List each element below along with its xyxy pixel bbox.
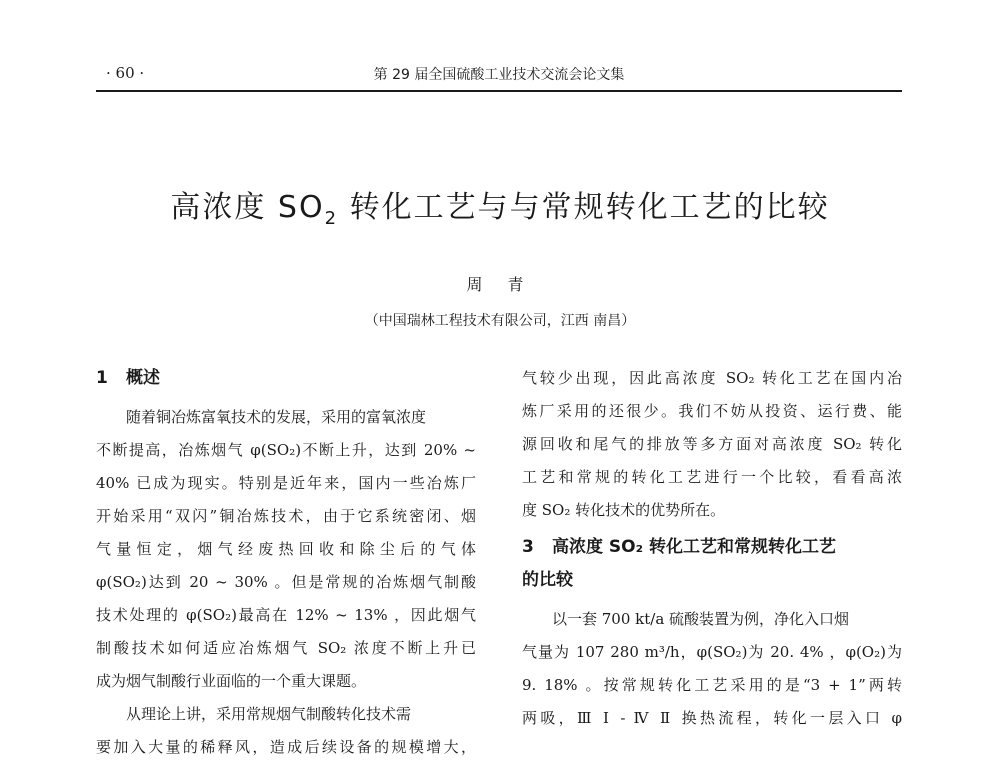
right-column — [522, 362, 902, 735]
text-line: 开始采用“双闪”铜冶炼技术，由于它系统密闭、烟 — [96, 507, 476, 525]
text-line: 随着铜冶炼富氧技术的发展，采用的富氧浓度 — [126, 408, 427, 426]
text-line: 源回收和尾气的排放等多方面对高浓度 SO₂ 转化 — [522, 435, 902, 453]
section-3-heading — [522, 531, 902, 597]
journal-title: 第 29 届全国硫酸工业技术交流会论文集 — [373, 67, 625, 83]
text-line: 工艺和常规的转化工艺进行一个比较，看看高浓 — [522, 468, 902, 486]
text-line: 从理论上讲，采用常规烟气制酸转化技术需 — [126, 705, 412, 723]
text-line: 技术处理的 φ(SO₂)最高在 12% ~ 13% ，因此烟气 — [96, 606, 476, 624]
page-number: · 60 · — [106, 64, 145, 82]
text-line: 气量为 107 280 m³/h，φ(SO₂)为 20. 4% ，φ(O₂)为 — [522, 643, 902, 661]
text-line: φ(SO₂)达到 20 ~ 30% 。但是常规的冶炼烟气制酸 — [96, 573, 476, 591]
intro-paragraph — [96, 401, 476, 764]
section-3-title-line1: 高浓度 SO₂ 转化工艺和常规转化工艺 — [552, 537, 836, 557]
text-line: 炼厂采用的还很少。我们不妨从投资、运行费、能 — [522, 402, 902, 420]
author-name: 周 青 — [466, 275, 534, 294]
text-line: 度 SO₂ 转化技术的优势所在。 — [522, 501, 726, 519]
text-line: 制酸技术如何适应冶炼烟气 SO₂ 浓度不断上升已 — [96, 639, 476, 657]
comparison-paragraph — [522, 603, 902, 735]
title-subscript: 2 — [324, 208, 339, 229]
author-affiliation: （中国瑞林工程技术有限公司，江西 南昌） — [364, 313, 636, 329]
text-line: 气较少出现，因此高浓度 SO₂ 转化工艺在国内冶 — [522, 369, 902, 387]
section-1-number: 1 — [96, 368, 108, 388]
text-line: 以一套 700 kt/a 硫酸装置为例，净化入口烟 — [552, 610, 850, 628]
paper-title — [0, 182, 1000, 229]
section-1-title: 概述 — [126, 368, 160, 388]
title-rest: 转化工艺与与常规转化工艺的比较 — [338, 190, 830, 225]
text-line: 气量恒定，烟气经废热回收和除尘后的气体 — [96, 540, 476, 558]
text-line: 9. 18% 。按常规转化工艺采用的是“3 + 1”两转 — [522, 676, 902, 694]
continued-paragraph — [522, 362, 902, 527]
title-main: 高浓度 SO — [170, 190, 325, 225]
section-1-heading — [96, 362, 476, 395]
section-3-title-line2: 的比较 — [522, 570, 573, 590]
header-rule — [96, 90, 902, 92]
text-line: 成为烟气制酸行业面临的一个重大课题。 — [96, 672, 367, 690]
section-3-number: 3 — [522, 537, 534, 557]
text-line: 不断提高，冶炼烟气 φ(SO₂)不断上升，达到 20% ~ — [96, 441, 476, 459]
text-line: 两吸，Ⅲ Ⅰ - Ⅳ Ⅱ 换热流程，转化一层入口 φ — [522, 709, 902, 727]
text-line: 40% 已成为现实。特别是近年来，国内一些冶炼厂 — [96, 474, 476, 492]
text-line: 要加入大量的稀释风，造成后续设备的规模增大， — [96, 738, 476, 756]
left-column — [96, 362, 476, 764]
running-header — [96, 60, 902, 88]
